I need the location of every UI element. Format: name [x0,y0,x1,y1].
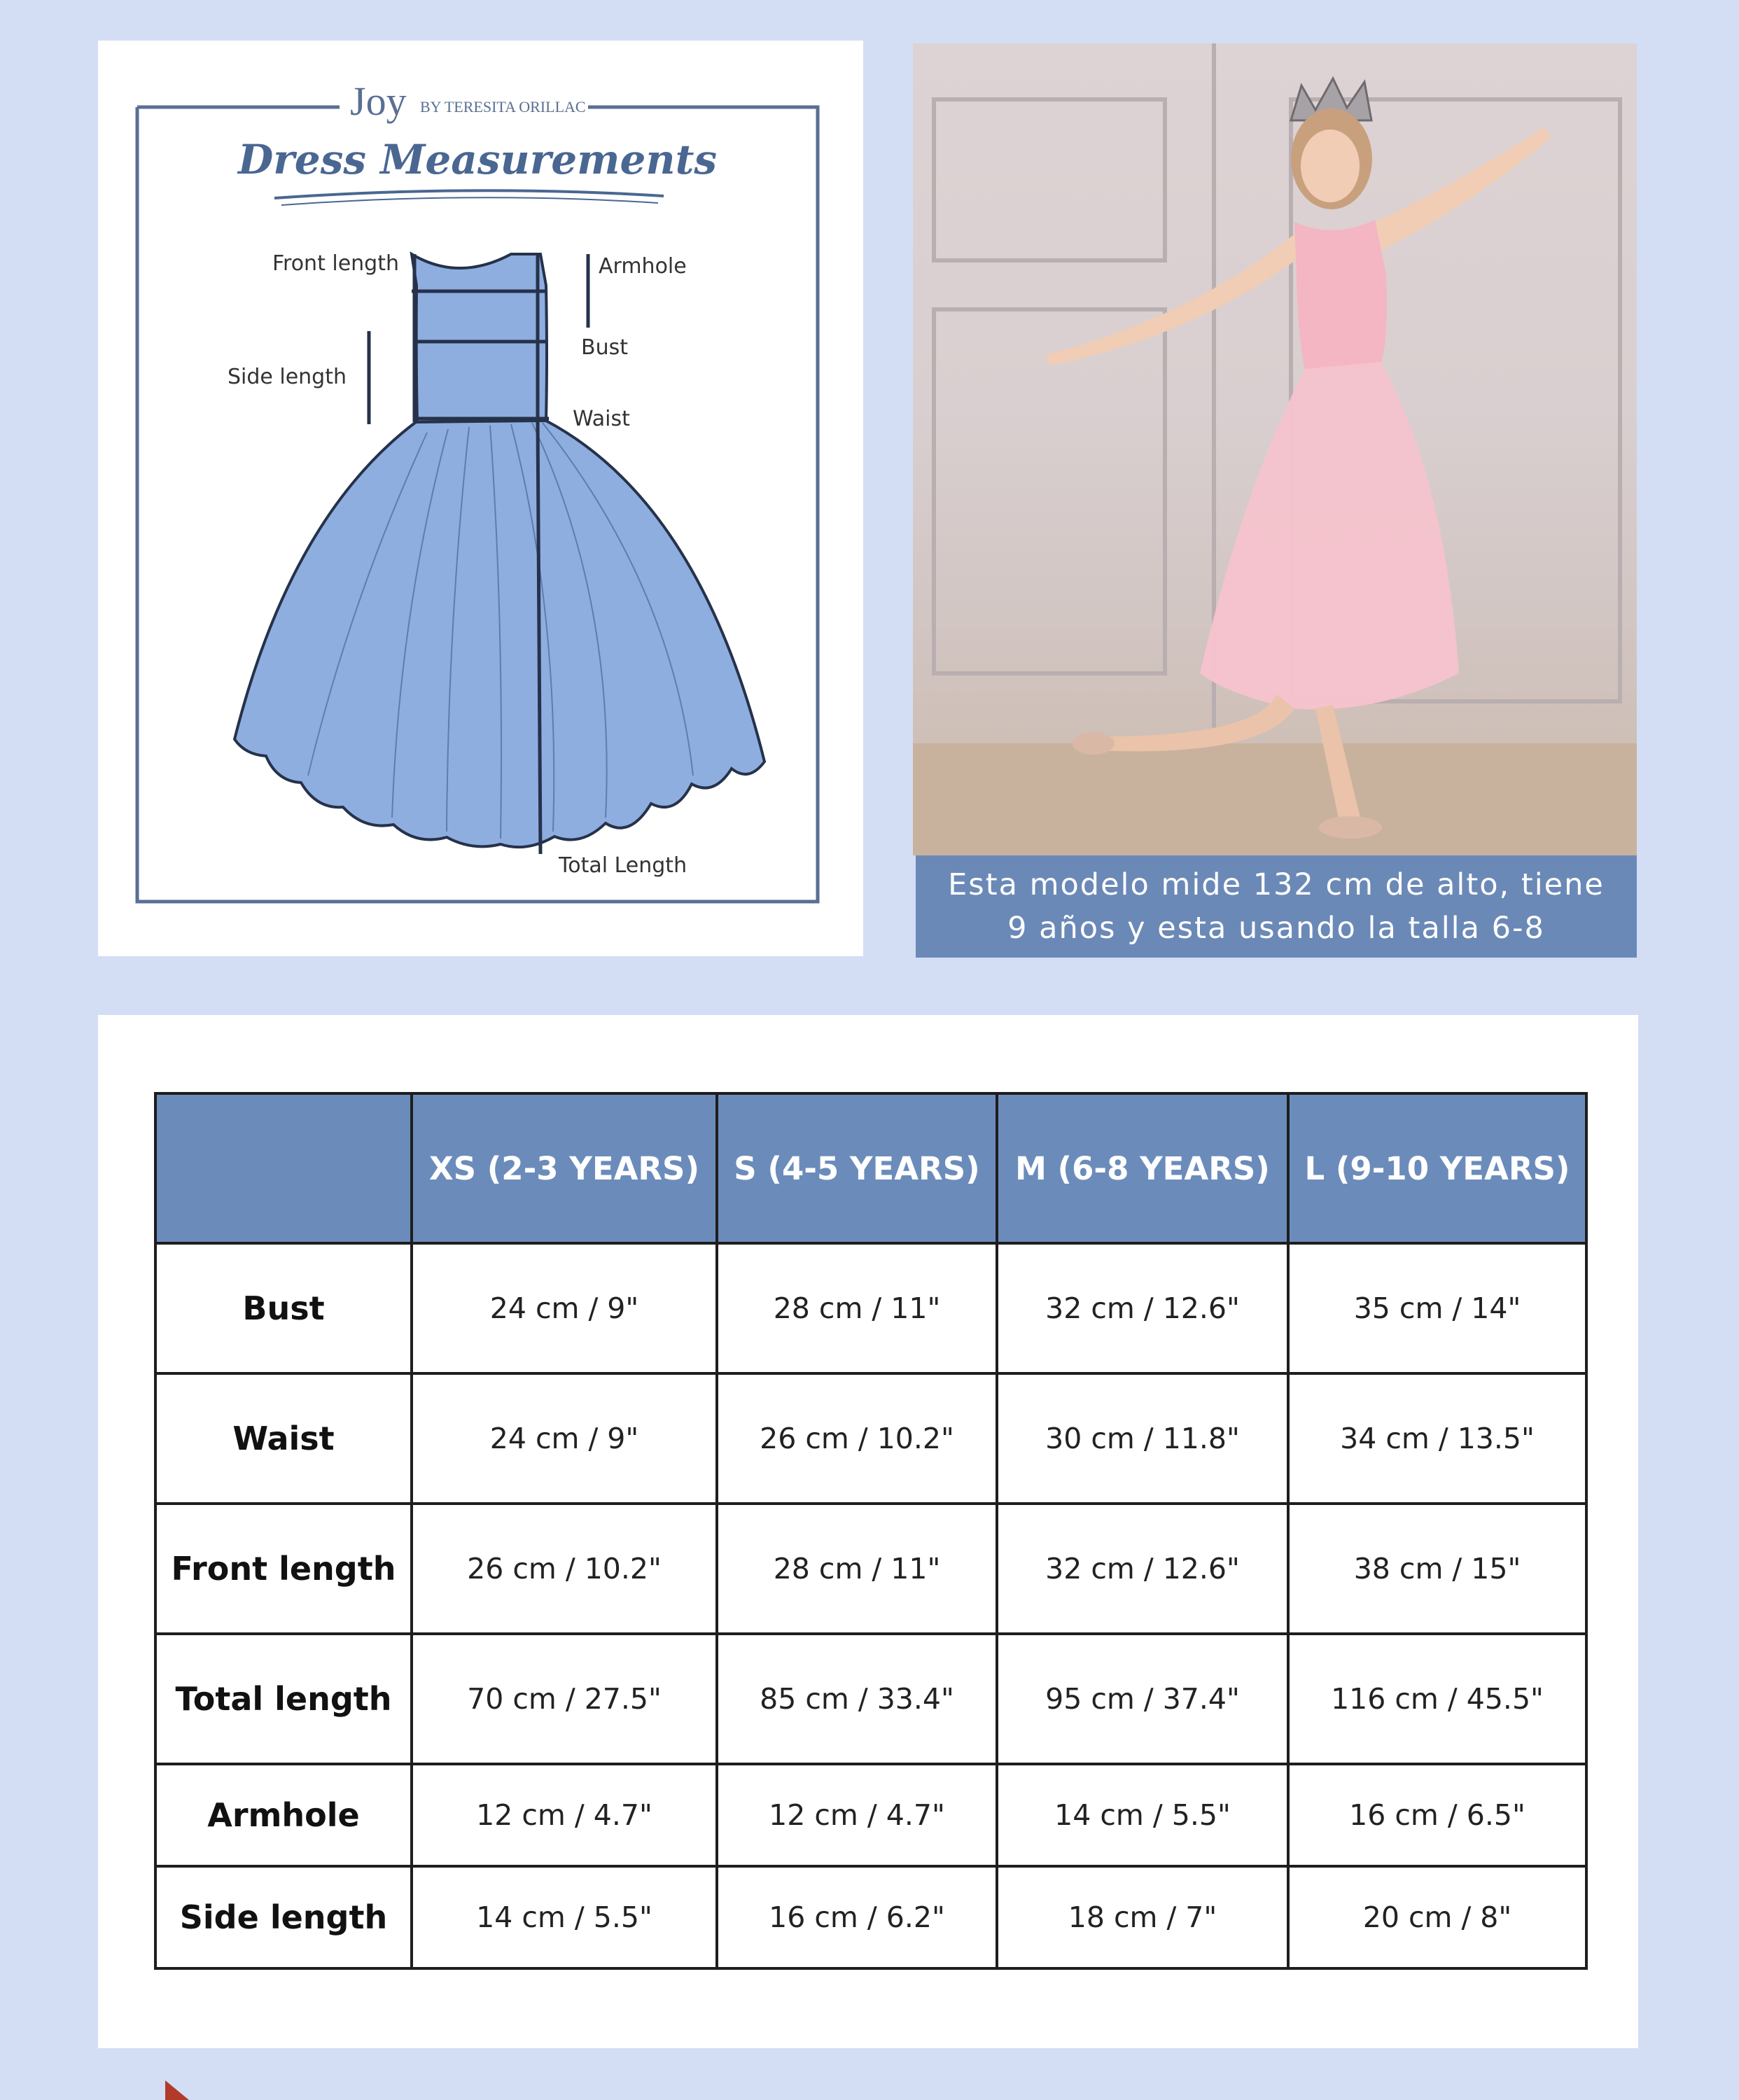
right-arm [1368,127,1551,253]
dress-tulle-skirt [1200,362,1459,709]
label-total-length: Total Length [559,853,687,878]
table-cell: 26 cm / 10.2" [412,1504,717,1634]
label-front-length: Front length [272,251,399,276]
row-label-waist: Waist [155,1373,412,1504]
table-cell: 14 cm / 5.5" [997,1764,1288,1866]
play-arrow-icon [165,2080,189,2100]
face [1301,130,1360,202]
row-label-armhole: Armhole [155,1764,412,1866]
table-cell: 70 cm / 27.5" [412,1634,717,1764]
header-size-s: S (4-5 YEARS) [717,1093,997,1243]
table-cell: 34 cm / 13.5" [1288,1373,1586,1504]
diagram-title: Dress Measurements [237,136,718,183]
header-empty-cell [155,1093,412,1243]
table-row [155,1504,1586,1634]
header-size-l: L (9-10 YEARS) [1288,1093,1586,1243]
table-cell: 24 cm / 9" [412,1373,717,1504]
model-photo-card [913,43,1637,958]
diagram-svg [98,41,863,956]
table-cell: 18 cm / 7" [997,1866,1288,1968]
table-cell: 32 cm / 12.6" [997,1243,1288,1373]
label-bust: Bust [581,335,628,360]
table-cell: 16 cm / 6.2" [717,1866,997,1968]
right-shoe [1319,816,1382,839]
table-row [155,1634,1586,1764]
table-cell: 38 cm / 15" [1288,1504,1586,1634]
label-armhole: Armhole [599,254,687,279]
row-label-side-length: Side length [155,1866,412,1968]
label-waist: Waist [573,407,630,431]
table-row [155,1373,1586,1504]
table-cell: 12 cm / 4.7" [717,1764,997,1866]
header-size-xs: XS (2-3 YEARS) [412,1093,717,1243]
table-cell: 28 cm / 11" [717,1243,997,1373]
dress-bodice [412,254,547,422]
table-cell: 32 cm / 12.6" [997,1504,1288,1634]
table-cell: 12 cm / 4.7" [412,1764,717,1866]
table-cell: 116 cm / 45.5" [1288,1634,1586,1764]
table-cell: 26 cm / 10.2" [717,1373,997,1504]
left-shoe [1073,732,1115,755]
table-header-row [155,1093,1586,1243]
size-chart-card [98,1015,1638,2048]
table-cell: 20 cm / 8" [1288,1866,1586,1968]
table-row [155,1764,1586,1866]
label-side-length: Side length [227,365,347,389]
floor [913,743,1637,855]
row-label-total-length: Total length [155,1634,412,1764]
brand-logo: Joy [350,78,407,124]
table-row [155,1866,1586,1968]
table-row [155,1243,1586,1373]
table-cell: 35 cm / 14" [1288,1243,1586,1373]
model-photo [913,43,1637,855]
table-cell: 16 cm / 6.5" [1288,1764,1586,1866]
row-label-bust: Bust [155,1243,412,1373]
model-photo-illustration [913,43,1637,855]
size-chart-table [154,1092,1588,1970]
table-cell: 14 cm / 5.5" [412,1866,717,1968]
table-cell: 95 cm / 37.4" [997,1634,1288,1764]
left-arm [1046,232,1305,365]
table-cell: 24 cm / 9" [412,1243,717,1373]
left-leg [1096,694,1294,751]
table-cell: 28 cm / 11" [717,1504,997,1634]
row-label-front-length: Front length [155,1504,412,1634]
table-cell: 85 cm / 33.4" [717,1634,997,1764]
title-underline-2 [281,197,658,205]
dress-bodice [1294,220,1387,372]
dress-measurements-diagram [98,41,863,956]
brand-by-text: BY TERESITA ORILLAC [420,98,586,115]
table-cell: 30 cm / 11.8" [997,1373,1288,1504]
photo-caption: Esta modelo mide 132 cm de alto, tiene 9 años y esta usando la talla 6-8 [916,855,1637,958]
header-size-m: M (6-8 YEARS) [997,1093,1288,1243]
